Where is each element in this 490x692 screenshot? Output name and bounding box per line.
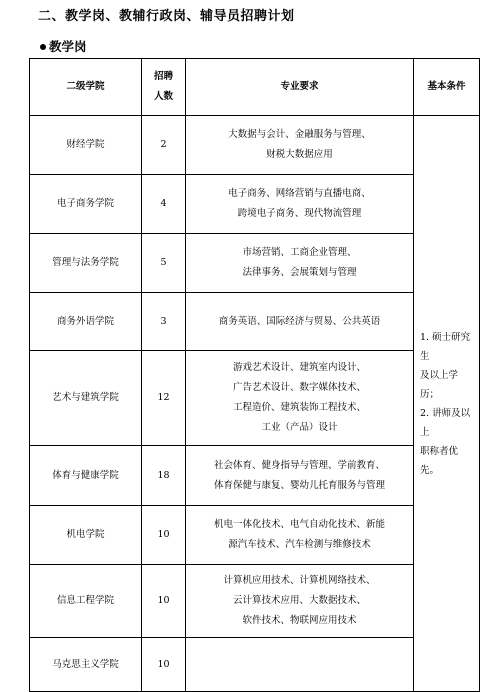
major-line: 游戏艺术设计、建筑室内设计、 bbox=[232, 362, 366, 373]
condition-line: 职称者优先。 bbox=[420, 445, 459, 476]
count-cell: 18 bbox=[142, 446, 186, 506]
bullet-icon bbox=[40, 44, 46, 50]
major-line: 机电一体化技术、电气自动化技术、新能 bbox=[213, 519, 385, 530]
table-row bbox=[30, 234, 480, 293]
majors-cell bbox=[186, 351, 414, 446]
section-heading: 二、教学岗、教辅行政岗、辅导员招聘计划 bbox=[38, 9, 295, 24]
major-line: 软件技术、物联网应用技术 bbox=[242, 615, 357, 626]
major-line: 商务英语、国际经济与贸易、公共英语 bbox=[218, 315, 381, 327]
table-row bbox=[30, 565, 480, 638]
header-majors: 专业要求 bbox=[186, 59, 414, 116]
majors-cell bbox=[186, 565, 414, 638]
condition-line: 及以上学历； bbox=[420, 369, 459, 400]
majors-cell bbox=[186, 116, 414, 175]
major-line: 工程造价、建筑装饰工程技术、 bbox=[232, 402, 366, 413]
table-row bbox=[30, 638, 480, 692]
header-count bbox=[142, 59, 186, 116]
college-cell: 电子商务学院 bbox=[30, 175, 142, 234]
table-row bbox=[30, 506, 480, 565]
major-line: 源汽车技术、汽车检测与维修技术 bbox=[228, 539, 371, 550]
major-line: 体育保健与康复、婴幼儿托育服务与管理 bbox=[213, 479, 385, 491]
college-cell: 管理与法务学院 bbox=[30, 234, 142, 293]
count-cell: 12 bbox=[142, 351, 186, 446]
header-count-line2: 人数 bbox=[153, 91, 173, 102]
major-line: 跨境电子商务、现代物流管理 bbox=[237, 208, 362, 219]
major-line: 社会体育、健身指导与管理、学前教育、 bbox=[213, 459, 385, 471]
major-line: 法律事务、会展策划与管理 bbox=[242, 267, 357, 278]
count-cell: 10 bbox=[142, 506, 186, 565]
majors-cell bbox=[186, 175, 414, 234]
count-cell: 10 bbox=[142, 638, 186, 692]
subsection-heading-label: 教学岗 bbox=[49, 39, 87, 54]
majors-cell bbox=[186, 638, 414, 692]
table-row bbox=[30, 446, 480, 506]
college-cell: 信息工程学院 bbox=[30, 565, 142, 638]
majors-cell bbox=[186, 234, 414, 293]
count-cell: 10 bbox=[142, 565, 186, 638]
college-cell: 商务外语学院 bbox=[30, 293, 142, 351]
major-line: 大数据与会计、金融服务与管理、 bbox=[228, 129, 371, 140]
table-header-row bbox=[30, 59, 480, 116]
major-line: 云计算技术应用、大数据技术、 bbox=[232, 595, 366, 606]
table-row bbox=[30, 351, 480, 446]
majors-cell bbox=[186, 506, 414, 565]
condition-line: 1. 硕士研究生 bbox=[420, 331, 471, 362]
conditions-cell bbox=[414, 116, 480, 692]
college-cell: 体育与健康学院 bbox=[30, 446, 142, 506]
header-conditions: 基本条件 bbox=[414, 59, 480, 116]
major-line: 广告艺术设计、数字媒体技术、 bbox=[232, 382, 366, 393]
table-row bbox=[30, 175, 480, 234]
count-cell: 2 bbox=[142, 116, 186, 175]
major-line: 市场营销、工商企业管理、 bbox=[242, 247, 357, 258]
subsection-heading bbox=[40, 37, 87, 55]
major-line: 计算机应用技术、计算机网络技术、 bbox=[223, 575, 376, 586]
majors-cell bbox=[186, 293, 414, 351]
college-cell: 财经学院 bbox=[30, 116, 142, 175]
major-line: 财税大数据应用 bbox=[266, 149, 333, 160]
count-cell: 5 bbox=[142, 234, 186, 293]
college-cell: 机电学院 bbox=[30, 506, 142, 565]
condition-line: 2. 讲师及以上 bbox=[420, 407, 471, 438]
recruitment-plan-table bbox=[29, 58, 480, 692]
table-row bbox=[30, 293, 480, 351]
college-cell: 马克思主义学院 bbox=[30, 638, 142, 692]
major-line: 电子商务、网络营销与直播电商、 bbox=[228, 188, 371, 199]
count-cell: 4 bbox=[142, 175, 186, 234]
majors-cell bbox=[186, 446, 414, 506]
header-college: 二级学院 bbox=[30, 59, 142, 116]
count-cell: 3 bbox=[142, 293, 186, 351]
college-cell: 艺术与建筑学院 bbox=[30, 351, 142, 446]
table-row bbox=[30, 116, 480, 175]
major-line: 工业（产品）设计 bbox=[261, 422, 338, 433]
header-count-line1: 招聘 bbox=[153, 71, 173, 82]
